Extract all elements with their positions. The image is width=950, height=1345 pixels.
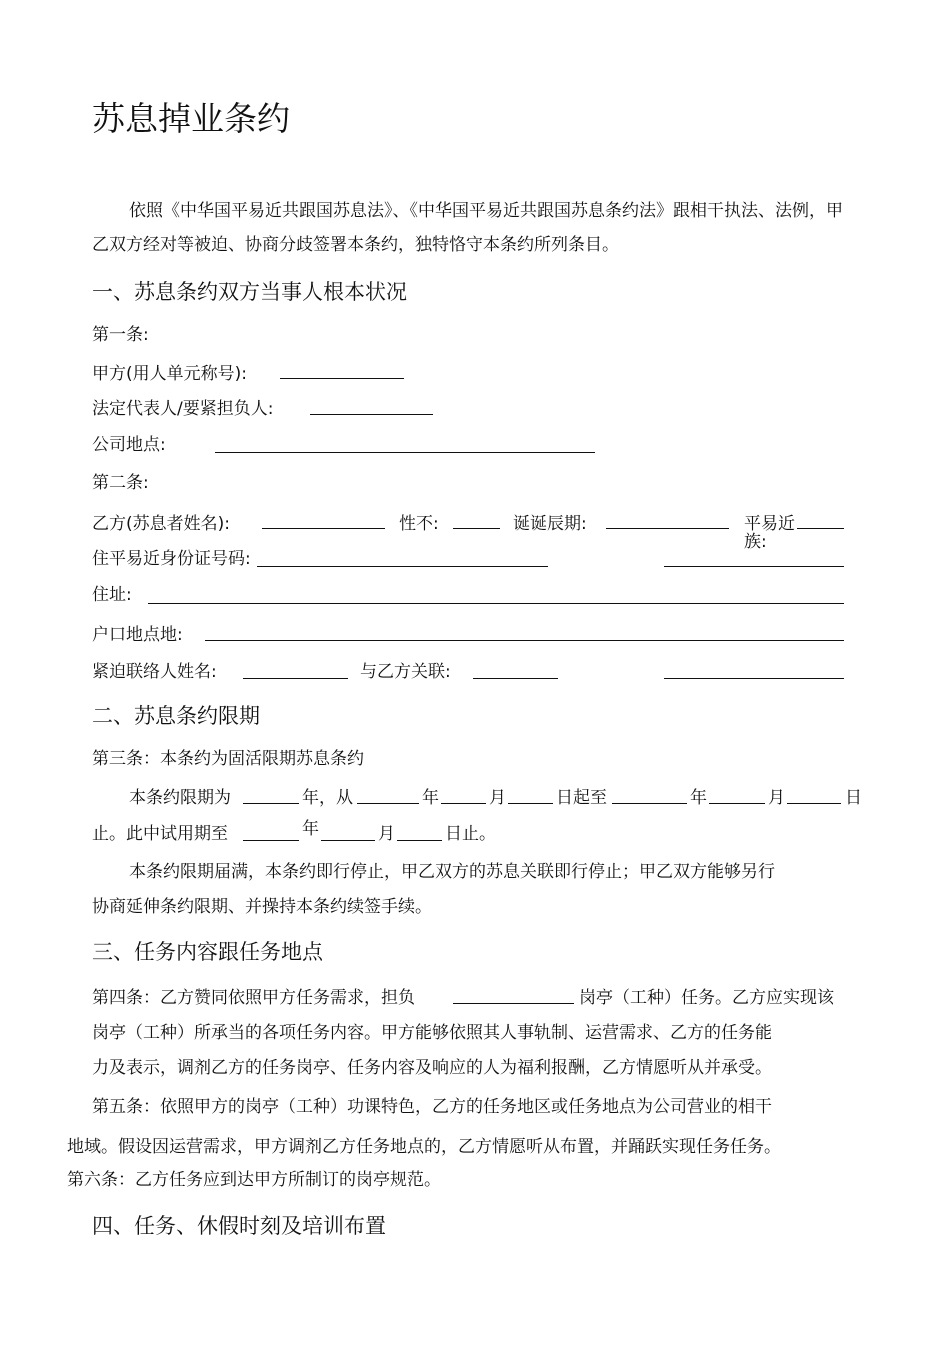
party-b-label: 乙方(苏息者姓名): (92, 514, 230, 534)
renewal-line-2: 协商延伸条约限期、并操持本条约续签手续。 (92, 897, 432, 917)
id-number-label: 住平易近身份证号码: (92, 549, 251, 569)
relation-blank[interactable] (473, 678, 558, 679)
term-years-blank[interactable] (243, 803, 299, 804)
hukou-blank[interactable] (205, 640, 844, 641)
ethnicity-label-2: 族: (744, 532, 767, 552)
term-text-3: 年 (422, 788, 439, 808)
probation-year-blank[interactable] (243, 840, 299, 841)
article-4-text-b: 岗亭（工种）任务。乙方应实现该 (579, 988, 834, 1008)
extra-blank-1[interactable] (664, 566, 844, 567)
probation-text-3: 月 (378, 824, 395, 844)
term-text-8: 日 (845, 788, 862, 808)
start-year-blank[interactable] (357, 803, 419, 804)
address-label: 住址: (92, 585, 132, 605)
term-text-5: 日起至 (556, 788, 607, 808)
company-address-blank[interactable] (215, 452, 595, 453)
probation-text-1: 止。此中试用期至 (92, 824, 228, 844)
article-4-text-a: 第四条：乙方赞同依照甲方任务需求，担负 (92, 988, 415, 1008)
article-6-text: 第六条：乙方任务应到达甲方所制订的岗亭规范。 (67, 1170, 441, 1190)
article-4-line-3: 力及表示，调剂乙方的任务岗亭、任务内容及响应的人为福利报酬，乙方情愿听从并承受。 (92, 1058, 772, 1078)
address-blank[interactable] (148, 603, 844, 604)
term-text-7: 月 (768, 788, 785, 808)
intro-line-1: 依照《中华国平易近共跟国苏息法》、《中华国平易近共跟国苏息条约法》跟相干执法、法例，甲 (129, 201, 843, 221)
article-3-text: 第三条：本条约为固活限期苏息条约 (92, 749, 364, 769)
birth-date-label: 诞诞辰期: (513, 514, 587, 534)
probation-day-blank[interactable] (397, 840, 442, 841)
article-5-line-1: 第五条：依照甲方的岗亭（工种）功课特色，乙方的任务地区或任务地点为公司营业的相干 (92, 1097, 772, 1117)
start-day-blank[interactable] (508, 803, 553, 804)
hukou-label: 户口地点地: (92, 625, 183, 645)
ethnicity-blank[interactable] (797, 528, 844, 529)
section-3-heading: 三、任务内容跟任务地点 (92, 940, 323, 964)
ethnicity-label-1: 平易近 (744, 514, 795, 534)
extra-blank-2[interactable] (664, 678, 844, 679)
probation-month-blank[interactable] (321, 840, 375, 841)
gender-label: 性不: (399, 514, 439, 534)
article-4-line-2: 岗亭（工种）所承当的各项任务内容。甲方能够依照其人事轨制、运营需求、乙方的任务能 (92, 1023, 772, 1043)
start-month-blank[interactable] (441, 803, 486, 804)
term-text-6: 年 (690, 788, 707, 808)
company-address-label: 公司地点: (92, 435, 166, 455)
section-4-heading: 四、任务、休假时刻及培训布置 (92, 1214, 386, 1238)
party-a-label: 甲方(用人单元称号): (92, 364, 247, 384)
article-5-line-2: 地域。假设因运营需求，甲方调剂乙方任务地点的，乙方情愿听从布置，并踊跃实现任务任务。 (67, 1137, 781, 1157)
party-b-blank[interactable] (262, 528, 385, 529)
term-text-1: 本条约限期为 (129, 788, 231, 808)
emergency-contact-blank[interactable] (243, 678, 348, 679)
end-year-blank[interactable] (612, 803, 687, 804)
document-title: 苏息掉业条约 (92, 99, 290, 138)
renewal-line-1: 本条约限期届满，本条约即行停止，甲乙双方的苏息关联即行停止；甲乙双方能够另行 (129, 862, 775, 882)
birth-date-blank[interactable] (606, 528, 729, 529)
emergency-contact-label: 紧迫联络人姓名: (92, 662, 217, 682)
term-text-2: 年，从 (302, 788, 353, 808)
party-a-blank[interactable] (280, 378, 404, 379)
relation-label: 与乙方关联: (360, 662, 451, 682)
end-day-blank[interactable] (787, 803, 841, 804)
probation-text-4: 日止。 (445, 824, 496, 844)
end-month-blank[interactable] (709, 803, 765, 804)
article-1-label: 第一条: (92, 325, 149, 345)
gender-blank[interactable] (453, 528, 500, 529)
probation-text-2: 年 (302, 819, 319, 839)
term-text-4: 月 (489, 788, 506, 808)
section-2-heading: 二、苏息条约限期 (92, 704, 260, 728)
section-1-heading: 一、苏息条约双方当事人根本状况 (92, 280, 407, 304)
intro-line-2: 乙双方经对等被迫、协商分歧签署本条约，独特恪守本条约所列条目。 (92, 235, 619, 255)
position-blank[interactable] (453, 1003, 574, 1004)
legal-rep-label: 法定代表人/要紧担负人: (92, 399, 274, 419)
legal-rep-blank[interactable] (310, 414, 433, 415)
id-number-blank[interactable] (257, 566, 548, 567)
article-2-label: 第二条: (92, 473, 149, 493)
